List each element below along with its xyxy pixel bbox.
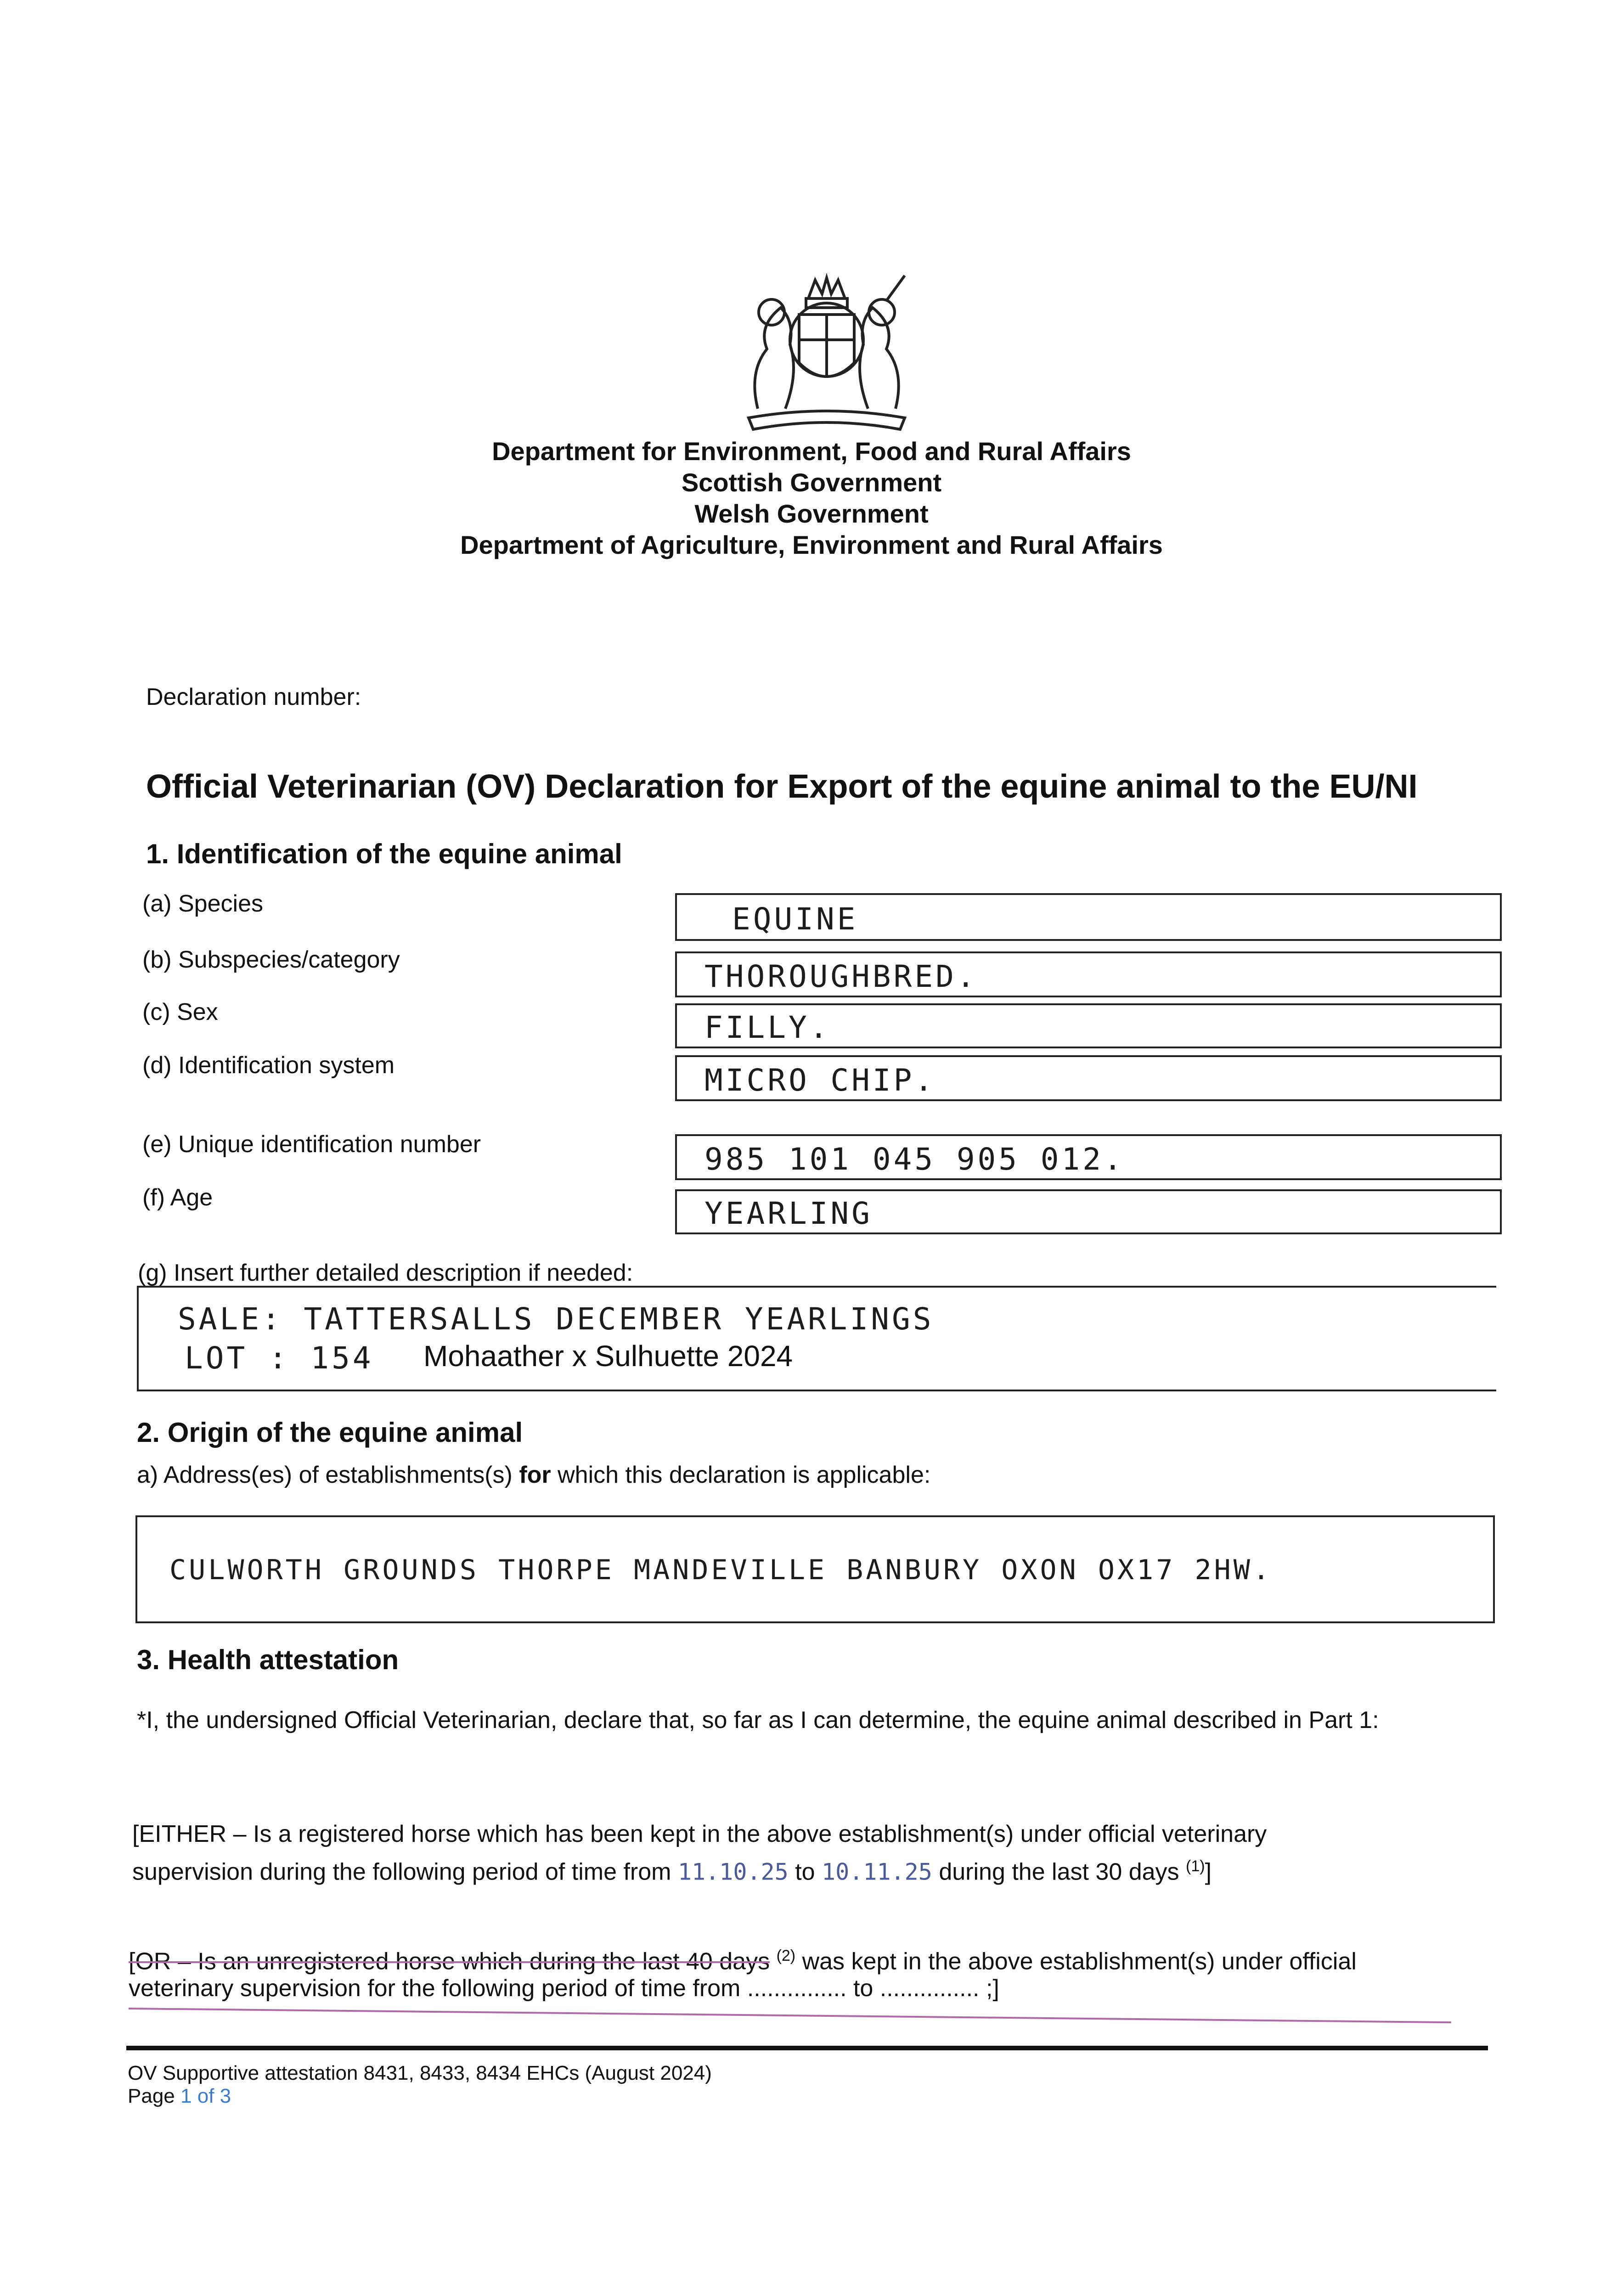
address-value: CULWORTH GROUNDS THORPE MANDEVILLE BANBURY OXON OX17 2HW. — [169, 1554, 1273, 1586]
either-footnote: (1) — [1186, 1857, 1205, 1875]
description-line-2-handwritten: LOT : 154 — [185, 1340, 374, 1376]
unique-id-field — [675, 1134, 1502, 1180]
page-word: Page — [128, 2085, 175, 2107]
age-field — [675, 1189, 1502, 1234]
either-from-date: 11.10.25 — [677, 1858, 789, 1885]
address-label-for: for — [519, 1462, 551, 1488]
page-of: of — [197, 2085, 214, 2107]
either-line-2-text-a: supervision during the following period of time from — [132, 1858, 671, 1885]
or-line-1-text-b: was kept in the above establishment(s) under official — [802, 1948, 1357, 1975]
identification-system-field — [675, 1055, 1502, 1101]
department-name-1: Department for Environment, Food and Rural Affairs — [492, 437, 1131, 466]
or-line-1 — [129, 1940, 1357, 1977]
address-label-part-2: which this declaration is applicable: — [558, 1462, 931, 1488]
subspecies-label: (b) Subspecies/category — [142, 946, 400, 973]
or-line-2: veterinary supervision for the following period of time from ............... to ............... ;] — [129, 1975, 999, 2002]
sex-label: (c) Sex — [142, 999, 218, 1025]
footer-attestation: OV Supportive attestation 8431, 8433, 8434 EHCs (August 2024) — [128, 2062, 712, 2084]
unique-id-label: (e) Unique identification number — [142, 1131, 481, 1158]
sex-value: FILLY. — [704, 1010, 831, 1045]
identification-system-label: (d) Identification system — [142, 1052, 395, 1079]
either-to-date: 10.11.25 — [822, 1858, 932, 1885]
either-line-2-text-b: during the last 30 days — [939, 1858, 1179, 1885]
age-value: YEARLING — [704, 1196, 873, 1231]
department-name-2: Scottish Government — [681, 468, 942, 497]
age-label: (f) Age — [142, 1184, 213, 1211]
strike-through-line — [129, 2008, 1451, 2023]
address-label-part-1: a) Address(es) of establishments(s) — [137, 1462, 513, 1488]
either-line-2 — [132, 1851, 1212, 1887]
either-line-1: [EITHER – Is a registered horse which has been kept in the above establishment(s) under official veterinary — [132, 1821, 1267, 1847]
section-3-heading: 3. Health attestation — [137, 1644, 399, 1675]
royal-coat-of-arms-icon — [730, 271, 923, 432]
sex-field — [675, 1003, 1502, 1048]
subspecies-field — [675, 951, 1502, 997]
description-line-1: SALE: TATTERSALLS DECEMBER YEARLINGS — [178, 1301, 934, 1337]
department-name-4: Department of Agriculture, Environment and Rural Affairs — [460, 530, 1163, 559]
identification-system-value: MICRO CHIP. — [704, 1063, 936, 1098]
address-label — [137, 1461, 930, 1489]
unique-id-value: 985 101 045 905 012. — [704, 1142, 1125, 1177]
section-1-heading: 1. Identification of the equine animal — [146, 838, 622, 869]
address-box — [135, 1515, 1495, 1623]
description-label: (g) Insert further detailed description if needed: — [138, 1260, 633, 1286]
either-close-bracket: ] — [1205, 1858, 1212, 1885]
page-current: 1 — [180, 2085, 192, 2107]
or-line-1-text-a: [OR – Is an unregistered horse which during the last 40 days — [129, 1948, 770, 1975]
species-label: (a) Species — [142, 890, 263, 917]
footer-rule — [126, 2046, 1488, 2050]
either-to-word: to — [795, 1858, 815, 1885]
subspecies-value: THOROUGHBRED. — [704, 959, 978, 994]
health-attestation-intro: *I, the undersigned Official Veterinarian, declare that, so far as I can determine, the equine animal described in Part 1: — [137, 1707, 1379, 1733]
declaration-number-label: Declaration number: — [146, 684, 361, 710]
document-title: Official Veterinarian (OV) Declaration for Export of the equine animal to the EU/NI — [146, 768, 1418, 805]
page-total: 3 — [220, 2085, 231, 2107]
department-name-3: Welsh Government — [694, 499, 929, 528]
description-box — [137, 1286, 1496, 1391]
section-2-heading: 2. Origin of the equine animal — [137, 1417, 523, 1448]
or-footnote: (2) — [776, 1947, 796, 1964]
species-value: EQUINE — [732, 901, 858, 937]
page-indicator — [128, 2085, 231, 2108]
species-field — [675, 893, 1502, 941]
description-line-2-typed: Mohaather x Sulhuette 2024 — [423, 1339, 793, 1373]
